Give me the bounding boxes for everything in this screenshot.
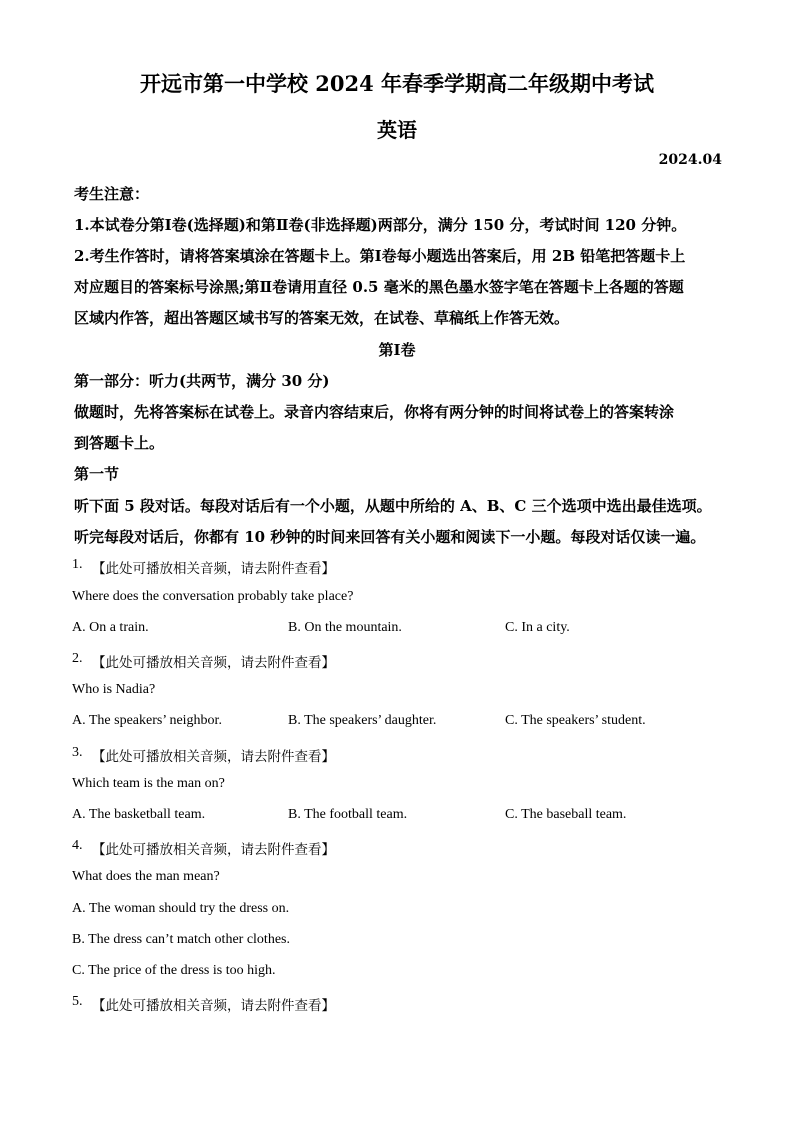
question-2-option-a: A. The speakers’ neighbor.: [72, 713, 222, 728]
question-2-stem: Who is Nadia?: [72, 682, 156, 697]
exam-date: 2024.04: [658, 152, 722, 168]
notice-heading: 考生注意：: [74, 185, 150, 203]
question-3-option-c: C. The baseball team.: [505, 807, 627, 822]
notice-item-2-line-2: 对应题目的答案标号涂黑;第Ⅱ卷请用直径 0.5 毫米的黑色墨水签字笔在答题卡上各题的答题: [74, 278, 684, 296]
question-4-option-b: B. The dress can’t match other clothes.: [72, 932, 290, 947]
question-5-number: 5.: [72, 994, 83, 1009]
question-2-audio-link[interactable]: 【此处可播放相关音频，请去附件查看】: [92, 655, 335, 671]
question-3-number: 3.: [72, 745, 83, 760]
subject-title: 英语: [377, 118, 417, 142]
question-4-number: 4.: [72, 838, 83, 853]
question-3-audio-link[interactable]: 【此处可播放相关音频，请去附件查看】: [92, 749, 335, 765]
question-4-option-a: A. The woman should try the dress on.: [72, 901, 290, 916]
notice-item-1: 1.本试卷分第Ⅰ卷(选择题)和第Ⅱ卷(非选择题)两部分，满分 150 分，考试时间 120 分钟。: [74, 216, 687, 234]
question-3-stem: Which team is the man on?: [72, 776, 225, 791]
section1-heading: 第一节: [74, 465, 120, 483]
part1-heading: 第一部分：听力(共两节，满分 30 分): [74, 372, 330, 390]
question-4-stem: What does the man mean?: [72, 869, 220, 884]
exam-title: 开远市第一中学校 2024 年春季学期高二年级期中考试: [139, 71, 655, 96]
question-1-audio-link[interactable]: 【此处可播放相关音频，请去附件查看】: [92, 561, 335, 577]
question-5-audio-link[interactable]: 【此处可播放相关音频，请去附件查看】: [92, 998, 335, 1014]
section1-instruction-line-1: 听下面 5 段对话。每段对话后有一个小题，从题中所给的 A、B、C 三个选项中选出最佳选项。: [74, 497, 712, 515]
question-3-option-a: A. The basketball team.: [72, 807, 206, 822]
question-1-option-b: B. On the mountain.: [288, 620, 402, 635]
question-4-option-c: C. The price of the dress is too high.: [72, 963, 276, 978]
question-2-number: 2.: [72, 651, 83, 666]
part1-instruction-line-1: 做题时，先将答案标在试卷上。录音内容结束后，你将有两分钟的时间将试卷上的答案转涂: [74, 403, 675, 421]
question-3-option-b: B. The football team.: [288, 807, 408, 822]
question-2-option-c: C. The speakers’ student.: [505, 713, 646, 728]
question-4-audio-link[interactable]: 【此处可播放相关音频，请去附件查看】: [92, 842, 335, 858]
section1-instruction-line-2: 听完每段对话后，你都有 10 秒钟的时间来回答有关小题和阅读下一小题。每段对话仅读一遍。: [74, 528, 706, 546]
question-1-option-c: C. In a city.: [505, 620, 570, 635]
part1-instruction-line-2: 到答题卡上。: [74, 434, 165, 452]
question-1-option-a: A. On a train.: [72, 620, 149, 635]
notice-item-2-line-1: 2.考生作答时，请将答案填涂在答题卡上。第Ⅰ卷每小题选出答案后，用 2B 铅笔把答题卡上: [74, 247, 686, 265]
question-1-stem: Where does the conversation probably take place?: [72, 589, 354, 604]
question-2-option-b: B. The speakers’ daughter.: [288, 713, 437, 728]
notice-item-2-line-3: 区域内作答，超出答题区域书写的答案无效，在试卷、草稿纸上作答无效。: [74, 309, 570, 327]
question-1-number: 1.: [72, 557, 83, 572]
volume-heading: 第Ⅰ卷: [378, 341, 416, 359]
